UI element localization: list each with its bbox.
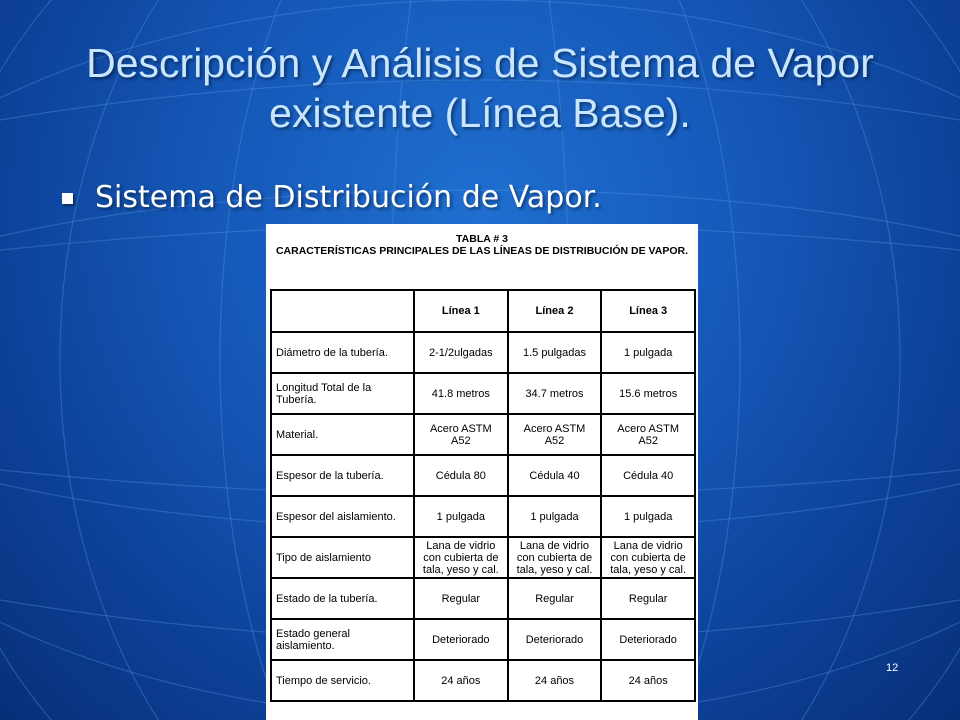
row-label: Estado general aislamiento. <box>271 619 414 660</box>
table-cell: Lana de vidrio con cubierta de tala, yeso y cal. <box>508 537 602 578</box>
table-cell: 1.5 pulgadas <box>508 332 602 373</box>
table-cell: Cédula 40 <box>601 455 695 496</box>
row-label: Espesor del aislamiento. <box>271 496 414 537</box>
table-cell: Regular <box>414 578 508 619</box>
header-cell: Línea 3 <box>601 290 695 332</box>
table-cell: Deteriorado <box>508 619 602 660</box>
table-row <box>271 496 695 537</box>
table-cell: Acero ASTM A52 <box>414 414 508 455</box>
table-cell: 24 años <box>601 660 695 701</box>
table-row <box>271 455 695 496</box>
header-cell: Línea 2 <box>508 290 602 332</box>
table-caption <box>266 224 698 278</box>
table-cell: Acero ASTM A52 <box>601 414 695 455</box>
square-bullet-icon <box>62 193 73 204</box>
table-row <box>271 414 695 455</box>
table-cell: 1 pulgada <box>601 332 695 373</box>
slide-number: 12 <box>886 662 899 674</box>
table-row <box>271 332 695 373</box>
row-label: Diámetro de la tubería. <box>271 332 414 373</box>
table-row <box>271 660 695 701</box>
table-cell: 41.8 metros <box>414 373 508 414</box>
table-cell: Lana de vidrio con cubierta de tala, yeso y cal. <box>414 537 508 578</box>
row-label: Tipo de aislamiento <box>271 537 414 578</box>
row-label: Tiempo de servicio. <box>271 660 414 701</box>
table-cell: 34.7 metros <box>508 373 602 414</box>
table-row <box>271 578 695 619</box>
row-label: Material. <box>271 414 414 455</box>
table-header-row <box>271 290 695 332</box>
row-label: Estado de la tubería. <box>271 578 414 619</box>
table-cell: Lana de vidrio con cubierta de tala, yeso y cal. <box>601 537 695 578</box>
table-cell: Deteriorado <box>414 619 508 660</box>
table-cell: 2-1/2ulgadas <box>414 332 508 373</box>
table-image <box>266 224 698 720</box>
table-cell: Regular <box>601 578 695 619</box>
header-cell: Línea 1 <box>414 290 508 332</box>
table-cell: Regular <box>508 578 602 619</box>
header-cell <box>271 290 414 332</box>
table-row <box>271 537 695 578</box>
table-cell: 15.6 metros <box>601 373 695 414</box>
table-row <box>271 373 695 414</box>
table-caption-title: CARACTERÍSTICAS PRINCIPALES DE LAS LÍNEAS DE DISTRIBUCIÓN DE VAPOR. <box>275 245 689 257</box>
bullet-item <box>62 178 602 218</box>
table-cell: Cédula 40 <box>508 455 602 496</box>
table-cell: Deteriorado <box>601 619 695 660</box>
slide-title: Descripción y Análisis de Sistema de Vapor existente (Línea Base). <box>86 40 874 136</box>
distribution-lines-table <box>270 289 696 702</box>
table-cell: Acero ASTM A52 <box>508 414 602 455</box>
table-cell: 24 años <box>508 660 602 701</box>
bullet-text: Sistema de Distribución de Vapor. <box>95 180 602 215</box>
table-cell: 1 pulgada <box>508 496 602 537</box>
row-label: Espesor de la tubería. <box>271 455 414 496</box>
table-cell: Cédula 80 <box>414 455 508 496</box>
row-label: Longitud Total de la Tubería. <box>271 373 414 414</box>
table-cell: 1 pulgada <box>414 496 508 537</box>
table-row <box>271 619 695 660</box>
table-caption-number: TABLA # 3 <box>456 233 508 245</box>
table-cell: 1 pulgada <box>601 496 695 537</box>
table-cell: 24 años <box>414 660 508 701</box>
